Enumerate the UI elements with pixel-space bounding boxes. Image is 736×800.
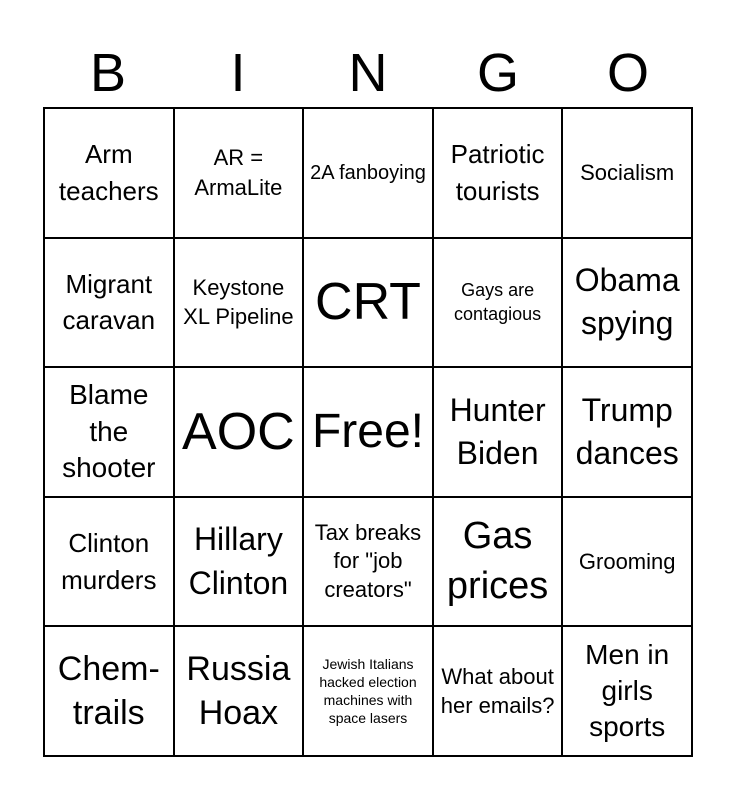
cell-text: Jewish Italians hacked election machines with space lasers (319, 655, 417, 727)
cell-text: Hillary Clinton (188, 521, 289, 601)
bingo-cell[interactable] (433, 108, 563, 238)
bingo-cell[interactable] (44, 497, 174, 627)
bingo-cell[interactable] (303, 108, 433, 238)
cell-text: Arm teachers (58, 139, 159, 206)
bingo-cell[interactable] (44, 108, 174, 238)
cell-text: Free! (311, 405, 424, 459)
bingo-cell[interactable] (174, 238, 304, 368)
bingo-cell[interactable] (303, 626, 433, 756)
cell-text: Tax breaks for "job creators" (314, 519, 422, 602)
cell-text: Chem-trails (57, 650, 160, 733)
cell-text: Gays are contagious (454, 280, 542, 325)
bingo-cell[interactable] (303, 497, 433, 627)
header-letter-i: I (230, 43, 246, 103)
header-letter-g: G (476, 43, 519, 103)
cell-text: AR = ArmaLite (194, 145, 283, 200)
bingo-grid (43, 107, 693, 757)
cell-text: AOC (182, 402, 295, 461)
header-letter-n: N (348, 43, 388, 103)
cell-text: CRT (315, 273, 421, 332)
cell-text: Hunter Biden (449, 391, 546, 471)
bingo-header (43, 40, 693, 106)
bingo-cell[interactable] (433, 497, 563, 627)
bingo-cell[interactable] (562, 626, 692, 756)
bingo-cell[interactable] (562, 497, 692, 627)
bingo-cell[interactable] (174, 626, 304, 756)
bingo-cell[interactable] (44, 238, 174, 368)
cell-text: Socialism (580, 159, 675, 185)
free-space-cell[interactable] (303, 367, 433, 497)
cell-text: Clinton murders (61, 528, 157, 595)
bingo-cell[interactable] (433, 238, 563, 368)
cell-text: Blame the shooter (62, 379, 156, 484)
header-letter-o: O (606, 43, 649, 103)
cell-text: Patriotic tourists (450, 139, 545, 206)
cell-text: What about her emails? (440, 663, 555, 719)
bingo-cell[interactable] (44, 626, 174, 756)
cell-text: Trump dances (575, 391, 679, 471)
header-letter-b: B (89, 43, 127, 103)
cell-text: Keystone XL Pipeline (183, 274, 294, 330)
cell-text: Obama spying (574, 262, 680, 342)
bingo-cell[interactable] (44, 367, 174, 497)
bingo-cell[interactable] (433, 626, 563, 756)
bingo-cell[interactable] (562, 238, 692, 368)
bingo-cell[interactable] (562, 367, 692, 497)
cell-text: Russia Hoax (186, 650, 291, 733)
cell-text: 2A fanboying (310, 161, 426, 184)
cell-text: Gas prices (446, 515, 549, 607)
bingo-cell[interactable] (174, 108, 304, 238)
bingo-cell[interactable] (174, 367, 304, 497)
cell-text: Men in girls sports (585, 638, 670, 743)
bingo-cell[interactable] (303, 238, 433, 368)
bingo-cell[interactable] (174, 497, 304, 627)
bingo-cell[interactable] (433, 367, 563, 497)
cell-text: Migrant caravan (62, 269, 156, 336)
bingo-cell[interactable] (562, 108, 692, 238)
cell-text: Grooming (578, 548, 676, 574)
